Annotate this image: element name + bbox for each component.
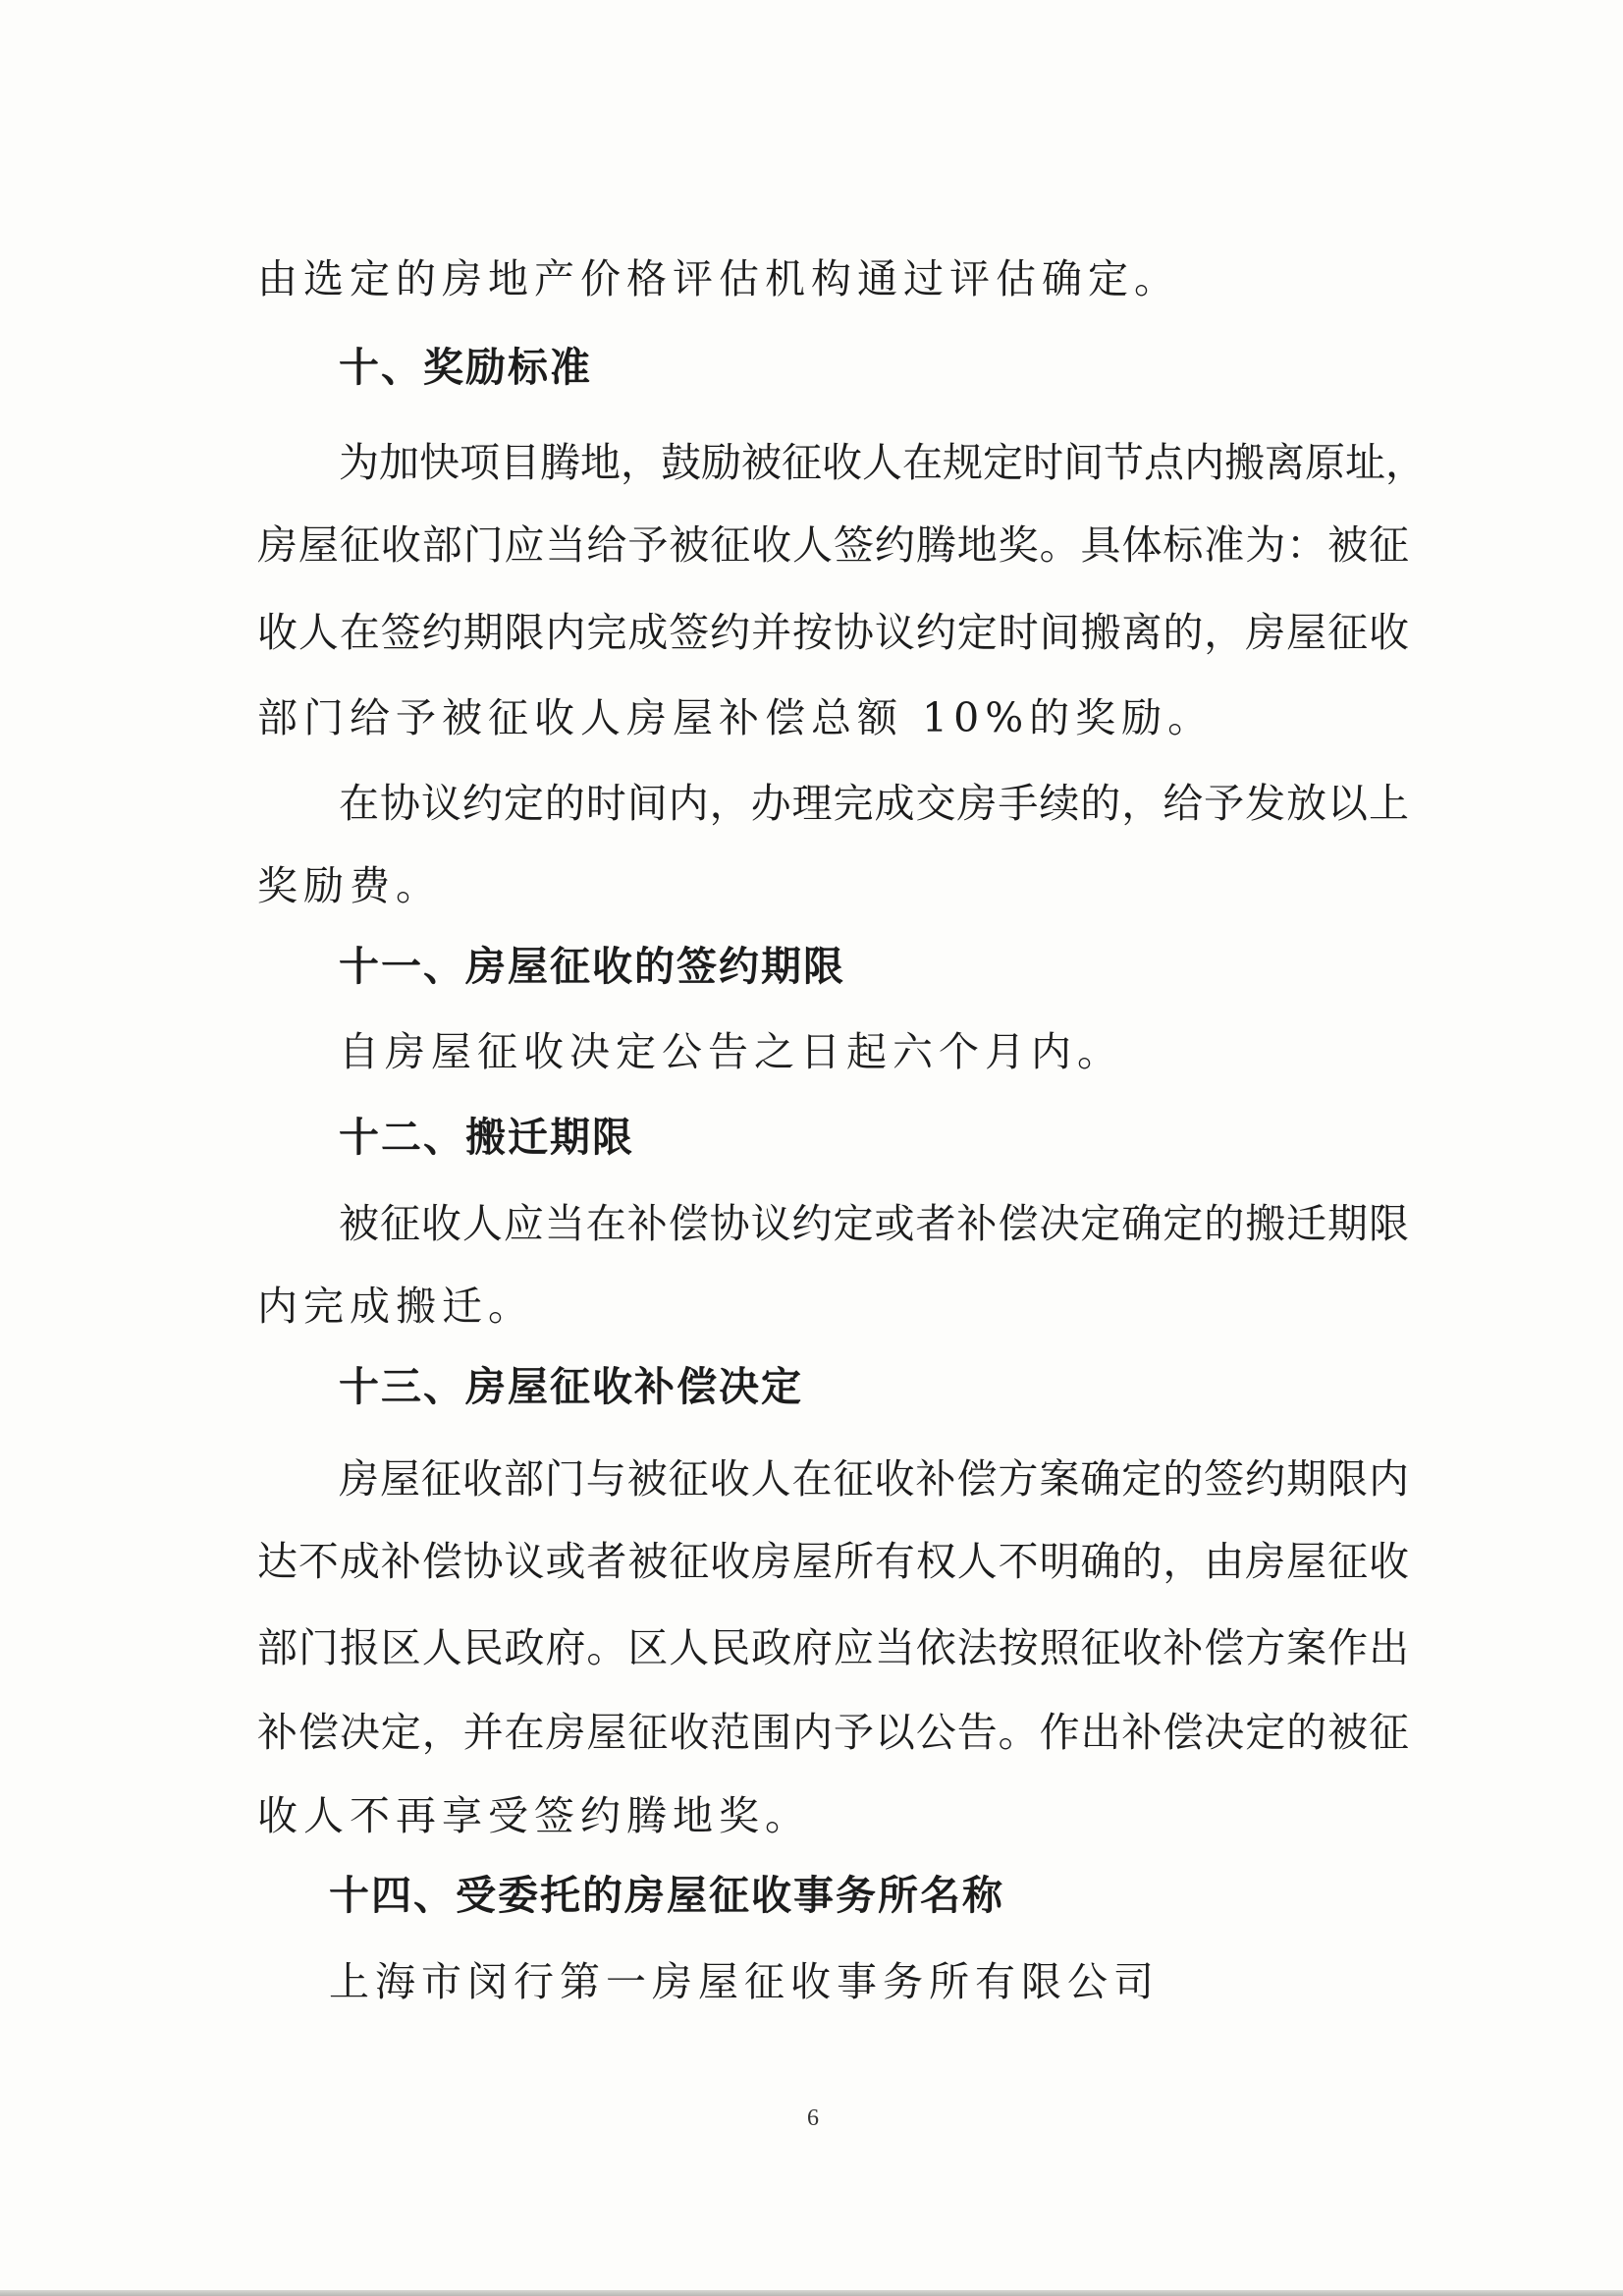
section-heading: 十二、搬迁期限 [339, 1114, 634, 1161]
paragraph-line: 被征收人应当在补偿协议约定或者补偿决定确定的搬迁期限 [339, 1200, 1409, 1247]
section-heading: 十、奖励标准 [339, 344, 592, 391]
section-heading: 十四、受委托的房屋征收事务所名称 [329, 1872, 1004, 1919]
paragraph-line: 部门给予被征收人房屋补偿总额 10%的奖励。 [257, 694, 1215, 741]
paragraph-line: 收人不再享受签约腾地奖。 [257, 1792, 811, 1839]
paragraph-line: 房屋征收部门应当给予被征收人签约腾地奖。具体标准为：被征 [257, 521, 1409, 569]
paragraph-line: 内完成搬迁。 [257, 1283, 534, 1330]
section-heading: 十一、房屋征收的签约期限 [339, 943, 845, 990]
paragraph-line: 为加快项目腾地，鼓励被征收人在规定时间节点内搬离原址， [339, 439, 1426, 486]
paragraph-line: 上海市闵行第一房屋征收事务所有限公司 [329, 1958, 1160, 2005]
paragraph-line: 收人在签约期限内完成签约并按协议约定时间搬离的，房屋征收 [257, 609, 1409, 656]
paragraph-line: 奖励费。 [257, 862, 442, 909]
paragraph-line: 达不成补偿协议或者被征收房屋所有权人不明确的，由房屋征收 [257, 1538, 1409, 1585]
paragraph-line: 补偿决定，并在房屋征收范围内予以公告。作出补偿决定的被征 [257, 1709, 1409, 1756]
paragraph-line: 部门报区人民政府。区人民政府应当依法按照征收补偿方案作出 [257, 1624, 1409, 1671]
scan-edge [0, 2290, 1623, 2296]
paragraph-line: 在协议约定的时间内，办理完成交房手续的，给予发放以上 [339, 780, 1409, 827]
paragraph-line: 自房屋征收决定公告之日起六个月内。 [339, 1028, 1123, 1075]
section-heading: 十三、房屋征收补偿决定 [339, 1363, 803, 1410]
page-number: 6 [807, 2105, 819, 2131]
paragraph-line: 房屋征收部门与被征收人在征收补偿方案确定的签约期限内 [339, 1455, 1409, 1503]
paragraph-line: 由选定的房地产价格评估机构通过评估确定。 [257, 255, 1180, 302]
